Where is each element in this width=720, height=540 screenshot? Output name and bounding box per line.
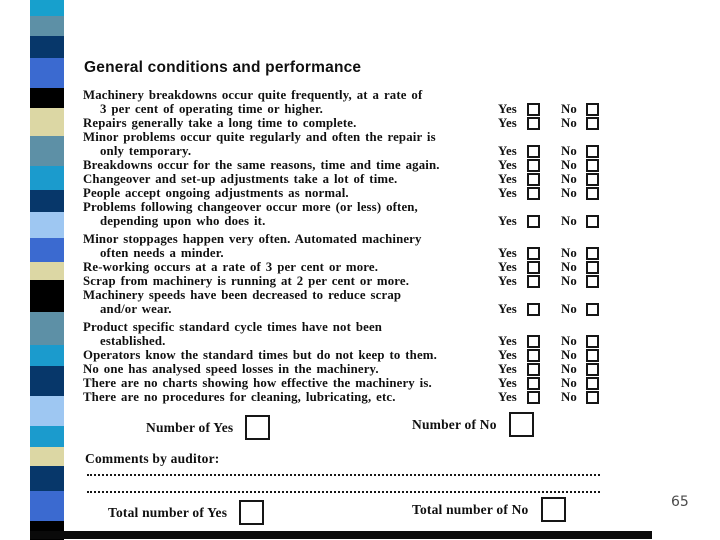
yes-checkbox[interactable]	[527, 247, 540, 260]
stripe-square-light-blue	[30, 212, 64, 238]
no-checkbox[interactable]	[586, 275, 599, 288]
slide-page-number: 65	[671, 494, 689, 510]
statement-text: Scrap from machinery is running at 2 per cent or more.	[83, 274, 410, 288]
yes-no-cell	[498, 334, 605, 348]
no-label: No	[561, 274, 577, 288]
no-label: No	[561, 390, 577, 404]
yes-no-cell	[498, 144, 605, 158]
yes-no-cell	[498, 116, 605, 130]
total-yes-label: Total number of Yes	[108, 504, 228, 520]
form-line	[83, 158, 605, 172]
statement-text: There are no charts showing how effective the machinery is.	[83, 376, 432, 390]
no-label: No	[561, 362, 577, 376]
stripe-square-cream	[30, 108, 64, 136]
yes-label: Yes	[498, 274, 517, 288]
no-label: No	[561, 144, 577, 158]
form-line	[83, 302, 605, 316]
stripe-square-black	[30, 280, 64, 312]
form-line	[83, 186, 605, 200]
stripe-square-navy	[30, 466, 64, 491]
total-yes-group	[108, 500, 264, 525]
form-line	[83, 88, 605, 102]
form-line	[83, 288, 605, 302]
no-checkbox[interactable]	[586, 303, 599, 316]
form-line	[83, 200, 605, 214]
stripe-square-black	[30, 88, 64, 108]
no-label: No	[561, 186, 577, 200]
stripe-square-steel-blue	[30, 16, 64, 36]
no-label: No	[561, 348, 577, 362]
no-checkbox[interactable]	[586, 173, 599, 186]
yes-no-cell	[498, 260, 605, 274]
statement-text: Re-working occurs at a rate of 3 per cent or more.	[83, 260, 379, 274]
form-line	[83, 130, 605, 144]
form-line	[83, 274, 605, 288]
statement-text: Repairs generally take a long time to complete.	[83, 116, 357, 130]
number-of-no-group	[412, 412, 534, 437]
yes-no-cell	[498, 390, 605, 404]
total-yes-box[interactable]	[239, 500, 264, 525]
yes-label: Yes	[498, 214, 517, 228]
statement-text: People accept ongoing adjustments as normal.	[83, 186, 349, 200]
stripe-square-light-blue	[30, 396, 64, 426]
statement-text: Minor problems occur quite regularly and often the repair is	[83, 130, 436, 144]
yes-no-cell	[498, 102, 605, 116]
no-label: No	[561, 116, 577, 130]
yes-no-cell	[498, 362, 605, 376]
statement-text: depending upon who does it.	[100, 214, 266, 228]
yes-no-cell	[498, 158, 605, 172]
number-of-yes-box[interactable]	[245, 415, 270, 440]
statement-text: Breakdowns occur for the same reasons, time and time again.	[83, 158, 440, 172]
yes-label: Yes	[498, 246, 517, 260]
yes-label: Yes	[498, 362, 517, 376]
yes-checkbox[interactable]	[527, 215, 540, 228]
no-checkbox[interactable]	[586, 335, 599, 348]
stripe-square-cream	[30, 262, 64, 280]
statement-text: There are no procedures for cleaning, lubricating, etc.	[83, 390, 396, 404]
yes-no-cell	[498, 376, 605, 390]
yes-checkbox[interactable]	[527, 363, 540, 376]
no-label: No	[561, 172, 577, 186]
no-label: No	[561, 302, 577, 316]
page-title: General conditions and performance	[84, 59, 362, 76]
statement-text: only temporary.	[100, 144, 192, 158]
comments-dotted-line-1	[87, 467, 600, 476]
no-checkbox[interactable]	[586, 363, 599, 376]
no-checkbox[interactable]	[586, 349, 599, 362]
stripe-square-royal-blue	[30, 58, 64, 88]
statement-text: Problems following changeover occur more (or less) often,	[83, 200, 418, 214]
yes-label: Yes	[498, 376, 517, 390]
yes-label: Yes	[498, 144, 517, 158]
yes-checkbox[interactable]	[527, 173, 540, 186]
yes-checkbox[interactable]	[527, 117, 540, 130]
statement-text: Machinery breakdowns occur quite frequently, at a rate of	[83, 88, 423, 102]
number-of-yes-label: Number of Yes	[146, 419, 234, 435]
stripe-square-navy	[30, 190, 64, 212]
comments-dotted-line-2	[87, 484, 600, 493]
no-label: No	[561, 334, 577, 348]
number-of-no-label: Number of No	[412, 416, 497, 432]
form-line	[83, 214, 605, 228]
yes-checkbox[interactable]	[527, 103, 540, 116]
statement-text: Changeover and set-up adjustments take a lot of time.	[83, 172, 398, 186]
stripe-square-cyan	[30, 166, 64, 190]
form-line	[83, 102, 605, 116]
number-of-yes-group	[146, 415, 270, 440]
no-label: No	[561, 158, 577, 172]
stripe-square-cyan	[30, 0, 64, 16]
yes-label: Yes	[498, 186, 517, 200]
statement-text: often needs a minder.	[100, 246, 224, 260]
yes-no-cell	[498, 172, 605, 186]
statement-text: established.	[100, 334, 166, 348]
yes-label: Yes	[498, 390, 517, 404]
statement-text: 3 per cent of operating time or higher.	[100, 102, 323, 116]
yes-checkbox[interactable]	[527, 391, 540, 404]
color-stripe	[30, 0, 64, 540]
yes-label: Yes	[498, 334, 517, 348]
yes-checkbox[interactable]	[527, 145, 540, 158]
no-label: No	[561, 102, 577, 116]
yes-label: Yes	[498, 302, 517, 316]
yes-label: Yes	[498, 158, 517, 172]
no-checkbox[interactable]	[586, 159, 599, 172]
form-line	[83, 362, 605, 376]
bottom-rule	[30, 531, 652, 539]
stripe-square-royal-blue	[30, 238, 64, 262]
form-line	[83, 376, 605, 390]
stripe-square-royal-blue	[30, 491, 64, 521]
stripe-square-cyan	[30, 345, 64, 366]
yes-label: Yes	[498, 260, 517, 274]
yes-no-cell	[498, 246, 605, 260]
statement-text: Operators know the standard times but do not keep to them.	[83, 348, 437, 362]
no-checkbox[interactable]	[586, 187, 599, 200]
yes-checkbox[interactable]	[527, 335, 540, 348]
no-label: No	[561, 214, 577, 228]
no-label: No	[561, 260, 577, 274]
no-checkbox[interactable]	[586, 377, 599, 390]
form-line	[83, 172, 605, 186]
yes-no-cell	[498, 274, 605, 288]
yes-checkbox[interactable]	[527, 187, 540, 200]
statement-text: Machinery speeds have been decreased to reduce scrap	[83, 288, 402, 302]
stripe-square-cyan	[30, 426, 64, 447]
yes-checkbox[interactable]	[527, 377, 540, 390]
form-line	[83, 260, 605, 274]
form-line	[83, 246, 605, 260]
yes-checkbox[interactable]	[527, 159, 540, 172]
no-checkbox[interactable]	[586, 261, 599, 274]
no-checkbox[interactable]	[586, 247, 599, 260]
yes-no-cell	[498, 302, 605, 316]
stripe-square-steel-blue	[30, 312, 64, 345]
yes-no-cell	[498, 186, 605, 200]
yes-label: Yes	[498, 102, 517, 116]
yes-label: Yes	[498, 116, 517, 130]
form-line	[83, 144, 605, 158]
form-line	[83, 232, 605, 246]
comments-by-auditor-label: Comments by auditor:	[85, 451, 220, 466]
yes-label: Yes	[498, 348, 517, 362]
yes-checkbox[interactable]	[527, 303, 540, 316]
stripe-square-steel-blue	[30, 136, 64, 166]
stripe-square-navy	[30, 366, 64, 396]
no-checkbox[interactable]	[586, 117, 599, 130]
no-checkbox[interactable]	[586, 103, 599, 116]
no-label: No	[561, 246, 577, 260]
total-no-box[interactable]	[541, 497, 566, 522]
form-line	[83, 348, 605, 362]
stripe-square-navy	[30, 36, 64, 58]
total-no-group	[412, 497, 566, 522]
no-checkbox[interactable]	[586, 145, 599, 158]
no-label: No	[561, 376, 577, 390]
number-of-no-box[interactable]	[509, 412, 534, 437]
yes-label: Yes	[498, 172, 517, 186]
question-list	[83, 88, 605, 404]
no-checkbox[interactable]	[586, 391, 599, 404]
statement-text: Product specific standard cycle times have not been	[83, 320, 383, 334]
stripe-square-cream	[30, 447, 64, 466]
statement-text: No one has analysed speed losses in the machinery.	[83, 362, 379, 376]
statement-text: and/or wear.	[100, 302, 172, 316]
yes-checkbox[interactable]	[527, 261, 540, 274]
form-line	[83, 320, 605, 334]
form-line	[83, 390, 605, 404]
yes-checkbox[interactable]	[527, 275, 540, 288]
form-line	[83, 116, 605, 130]
form-line	[83, 334, 605, 348]
no-checkbox[interactable]	[586, 215, 599, 228]
total-no-label: Total number of No	[412, 501, 529, 517]
yes-checkbox[interactable]	[527, 349, 540, 362]
yes-no-cell	[498, 214, 605, 228]
yes-no-cell	[498, 348, 605, 362]
statement-text: Minor stoppages happen very often. Automated machinery	[83, 232, 422, 246]
